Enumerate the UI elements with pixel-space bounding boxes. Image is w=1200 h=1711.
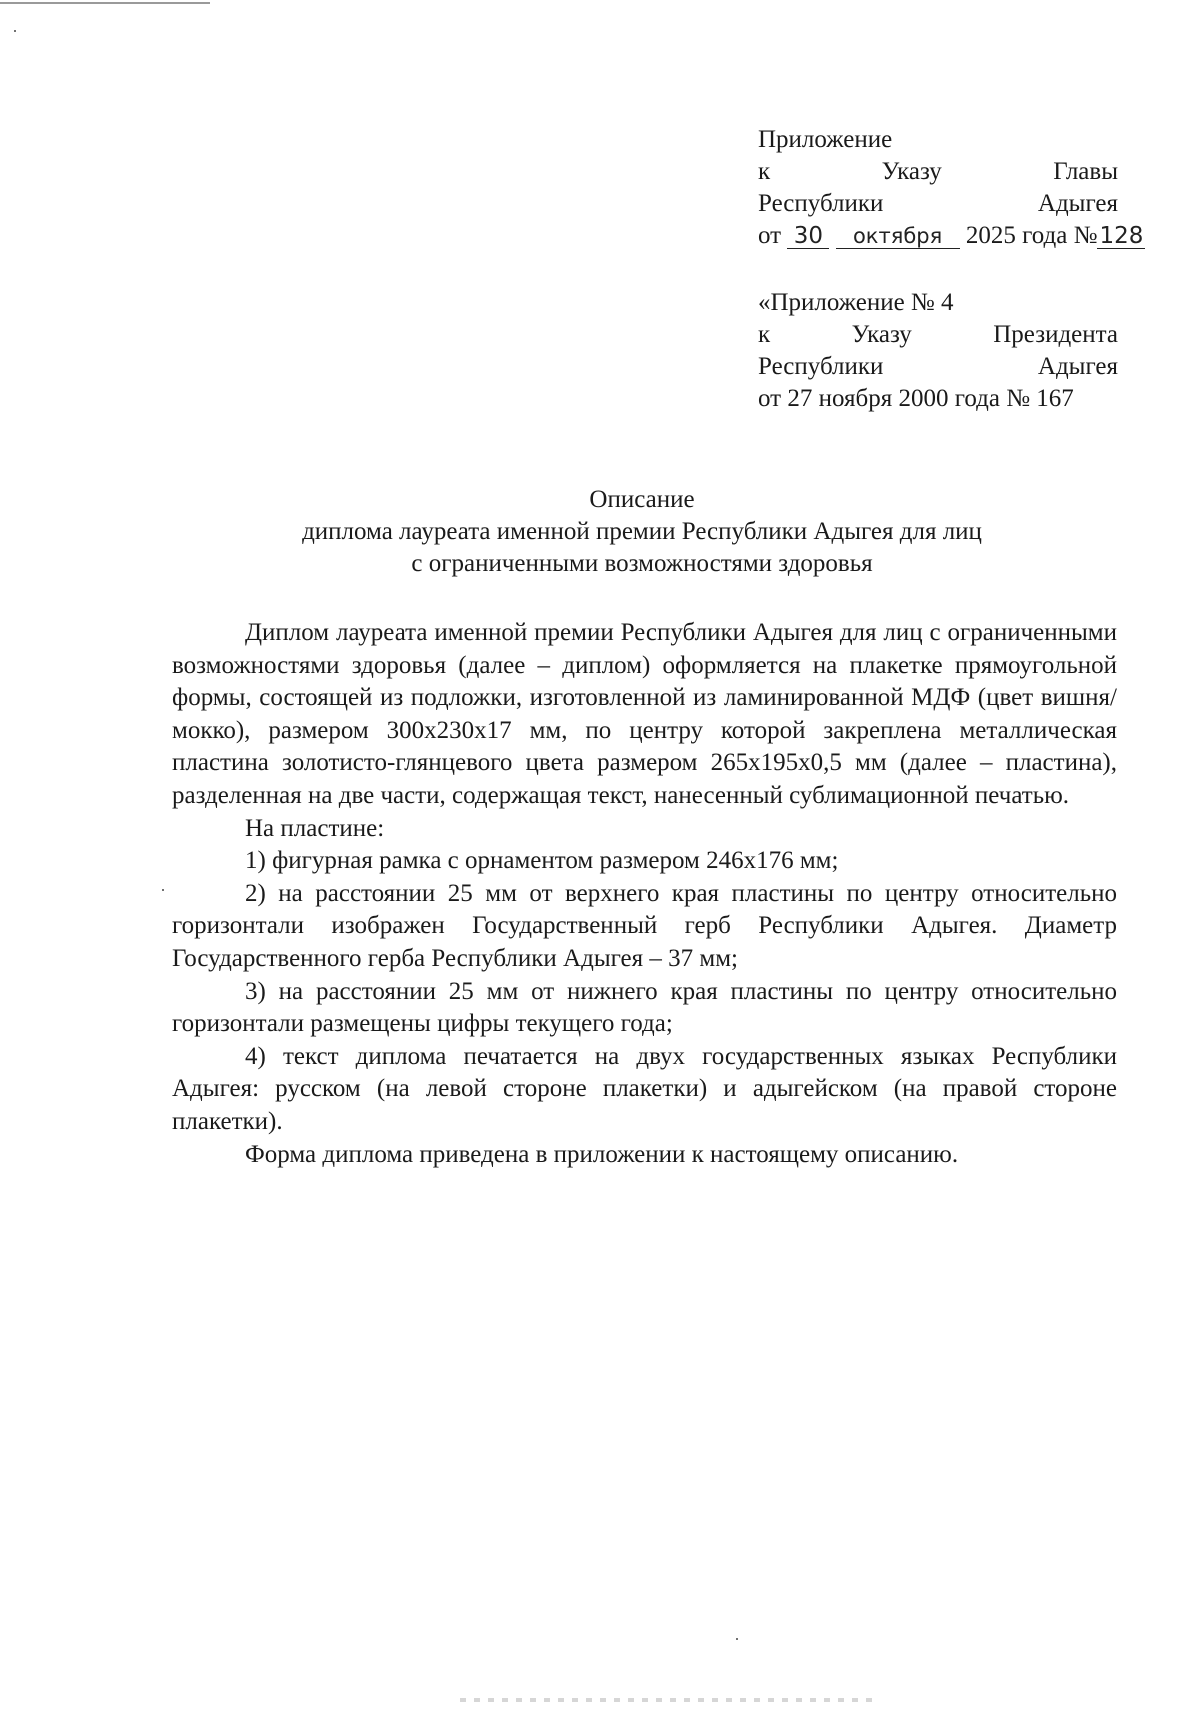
handwritten-month: октября <box>836 224 960 249</box>
title-subtitle-line: диплома лауреата именной премии Республики Адыгея для лиц <box>302 518 982 545</box>
quoted-word: к <box>758 321 771 348</box>
scan-artifact-line <box>0 2 210 4</box>
attachment-decree-line <box>758 156 1118 188</box>
attachment-date-line <box>758 220 1144 252</box>
handwritten-day: 30 <box>787 224 829 249</box>
attachment-word: к <box>758 158 771 185</box>
title-subtitle-line: с ограниченными возможностями здоровья <box>411 550 873 577</box>
date-prefix: от <box>758 222 782 249</box>
document-body <box>172 617 1117 1171</box>
attachment-word: Главы <box>1053 158 1118 185</box>
quoted-word: Указу <box>851 321 912 348</box>
scan-artifact-dot <box>14 30 16 32</box>
scan-artifact-bottom <box>460 1698 880 1702</box>
list-item: 3) на расстоянии 25 мм от нижнего края пластины по центру относительно горизонтали размещены цифры текущего года; <box>172 977 1117 1038</box>
body-paragraph: Диплом лауреата именной премии Республики Адыгея для лиц с ограниченными возможностями здоровья (далее – диплом) оформляется на плакетке прямоугольной формы, состоящей из подложки, изготовленной из ламинированной МДФ (цвет вишня/мокко), размером 300х230х17 мм, по центру которой закреплена металлическая пластина золотисто-глянцевого цвета размером 265х195х0,5 мм (далее – пластина), разделенная на две части, содержащая текст, нанесенный сублимационной печатью. <box>172 619 1117 809</box>
quoted-attachment-header <box>758 287 1118 415</box>
list-item: 2) на расстоянии 25 мм от верхнего края пластины по центру относительно горизонтали изображен Государственный герб Республики Адыгея. Диаметр Государственного герба Республики Адыгея – 37 мм; <box>172 879 1117 972</box>
quoted-attachment-title: «Приложение № 4 <box>758 289 954 316</box>
scan-artifact-dot <box>736 1638 738 1640</box>
body-paragraph: Форма диплома приведена в приложении к настоящему описанию. <box>245 1140 959 1168</box>
body-paragraph: На пластине: <box>245 814 385 842</box>
document-title <box>160 484 1124 580</box>
quoted-word: Адыгея <box>1037 353 1118 380</box>
scan-artifact-dot <box>162 889 164 891</box>
quoted-word: Президента <box>993 321 1118 348</box>
attachment-word: Указу <box>881 158 942 185</box>
list-item: 4) текст диплома печатается на двух государственных языках Республики Адыгея: русском (на левой стороне плакетки) и адыгейском (на правой стороне плакетки). <box>172 1042 1117 1135</box>
attachment-header <box>758 124 1144 252</box>
attachment-republic-line <box>758 188 1118 220</box>
quoted-republic-line <box>758 351 1118 383</box>
quoted-word: Республики <box>758 353 884 380</box>
attachment-title: Приложение <box>758 126 893 153</box>
title-heading: Описание <box>589 486 695 513</box>
attachment-word: Адыгея <box>1037 190 1118 217</box>
list-item: 1) фигурная рамка с орнаментом размером 246х176 мм; <box>245 847 839 875</box>
attachment-word: Республики <box>758 190 884 217</box>
date-year-text: 2025 года № <box>965 222 1098 249</box>
handwritten-number: 128 <box>1097 224 1145 249</box>
quoted-date-line: от 27 ноября 2000 года № 167 <box>758 385 1074 412</box>
quoted-decree-line <box>758 319 1118 351</box>
